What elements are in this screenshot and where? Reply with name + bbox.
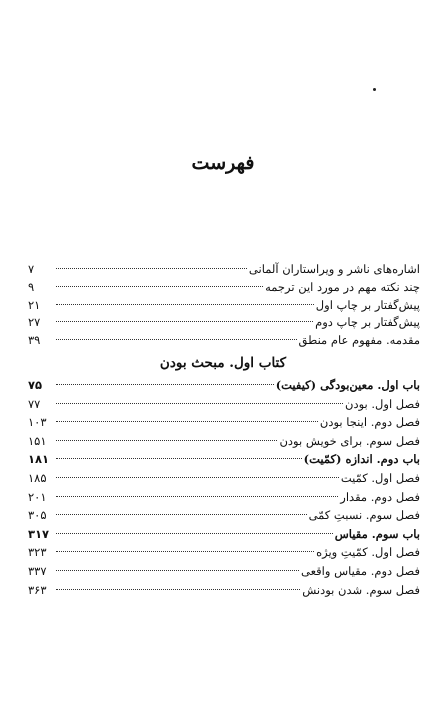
toc-entry-label: فصل دوم. اینجا بودن	[319, 415, 420, 430]
toc-entry	[28, 488, 420, 507]
dot-leader	[56, 570, 299, 571]
dot-leader	[56, 268, 247, 269]
toc-entry-page: ۲۰۱	[28, 489, 47, 504]
toc-entry-page: ۷۵	[28, 378, 43, 392]
dot-leader	[56, 533, 333, 534]
toc-entry-page: ۳۳۷	[28, 563, 47, 578]
toc-entry	[28, 581, 420, 600]
toc-entry	[28, 450, 420, 469]
dot-leader	[56, 496, 338, 497]
toc-entry	[28, 297, 420, 315]
page-mark	[373, 88, 376, 91]
toc-entry-page: ۱۸۱	[28, 452, 50, 467]
toc-entry-page: ۲۷	[28, 315, 41, 330]
dot-leader	[56, 339, 297, 340]
toc-entry-label: باب سوم. مقیاس	[334, 526, 420, 541]
toc-entry-label: فصل اول. کمّیت	[340, 470, 420, 485]
book-heading: کتاب اول. مبحث بودن	[159, 355, 287, 371]
toc-entry	[28, 279, 420, 297]
toc-entry-label: اشاره‌های ناشر و ویراستاران آلمانی	[248, 262, 420, 276]
toc-entry-page: ۳۲۳	[28, 545, 47, 560]
toc-entry-page: ۳۶۳	[28, 582, 47, 597]
dot-leader	[56, 421, 318, 422]
toc-entry-label: فصل سوم. برای خویش بودن	[279, 433, 420, 448]
toc-entry-page: ۳۰۵	[28, 508, 47, 523]
toc-entry	[28, 432, 420, 451]
toc-entry	[28, 395, 420, 414]
toc-entry-label: فصل دوم. مقدار	[340, 489, 420, 504]
toc-entry-label: فصل دوم. مقیاس واقعی	[301, 563, 420, 578]
dot-leader	[56, 384, 274, 385]
dot-leader	[56, 440, 277, 441]
dot-leader	[56, 551, 314, 552]
toc-entry	[28, 525, 420, 544]
toc-entry-page: ۱۵۱	[28, 433, 47, 448]
toc-entry-label: پیش‌گفتار بر چاپ دوم	[315, 315, 420, 330]
toc-entry-page: ۲۱	[28, 297, 41, 312]
toc-entry	[28, 332, 420, 350]
toc-entry	[28, 543, 420, 562]
dot-leader	[56, 589, 300, 590]
front-matter-list	[28, 261, 420, 350]
dot-leader	[56, 403, 343, 404]
toc-entry-page: ۱۸۵	[28, 470, 47, 485]
book-entries-list	[28, 376, 420, 599]
toc-entry-label: مقدمه. مفهوم عام منطق	[298, 333, 420, 348]
toc-entry-page: ۳۹	[28, 333, 41, 348]
toc-entry-label: باب اول. معین‌بودگی (کیفیت)	[275, 378, 420, 392]
toc-entry-page: ۳۱۷	[28, 526, 50, 541]
toc-entry	[28, 562, 420, 581]
toc-entry-page: ۱۰۳	[28, 415, 47, 430]
dot-leader	[56, 304, 314, 305]
toc-entry-label: فصل سوم. نسبتِ کمّی	[308, 508, 420, 523]
toc-entry-label: فصل سوم. شدن بودنش	[302, 582, 420, 597]
toc-entry	[28, 469, 420, 488]
toc-entry	[28, 506, 420, 525]
toc-entry	[28, 376, 420, 395]
dot-leader	[56, 321, 313, 322]
toc-entry-page: ۹	[28, 279, 35, 294]
toc-entry-label: فصل اول. بودن	[345, 396, 420, 411]
page-title: فهرست	[191, 152, 255, 174]
toc-entry	[28, 413, 420, 432]
dot-leader	[56, 514, 307, 515]
toc-entry	[28, 314, 420, 332]
toc-entry-label: پیش‌گفتار بر چاپ اول	[315, 297, 420, 312]
toc-entry-label: چند نکته مهم در مورد این ترجمه	[265, 279, 420, 294]
toc-entry-page: ۷	[28, 262, 35, 276]
dot-leader	[56, 477, 339, 478]
toc-entry	[28, 261, 420, 279]
dot-leader	[56, 458, 302, 459]
dot-leader	[56, 286, 263, 287]
toc-entry-label: باب دوم. اندازه (کمّیت)	[303, 452, 420, 467]
toc-entry-label: فصل اول. کمّیتِ ویژه	[316, 545, 420, 560]
toc-entry-page: ۷۷	[28, 396, 41, 411]
